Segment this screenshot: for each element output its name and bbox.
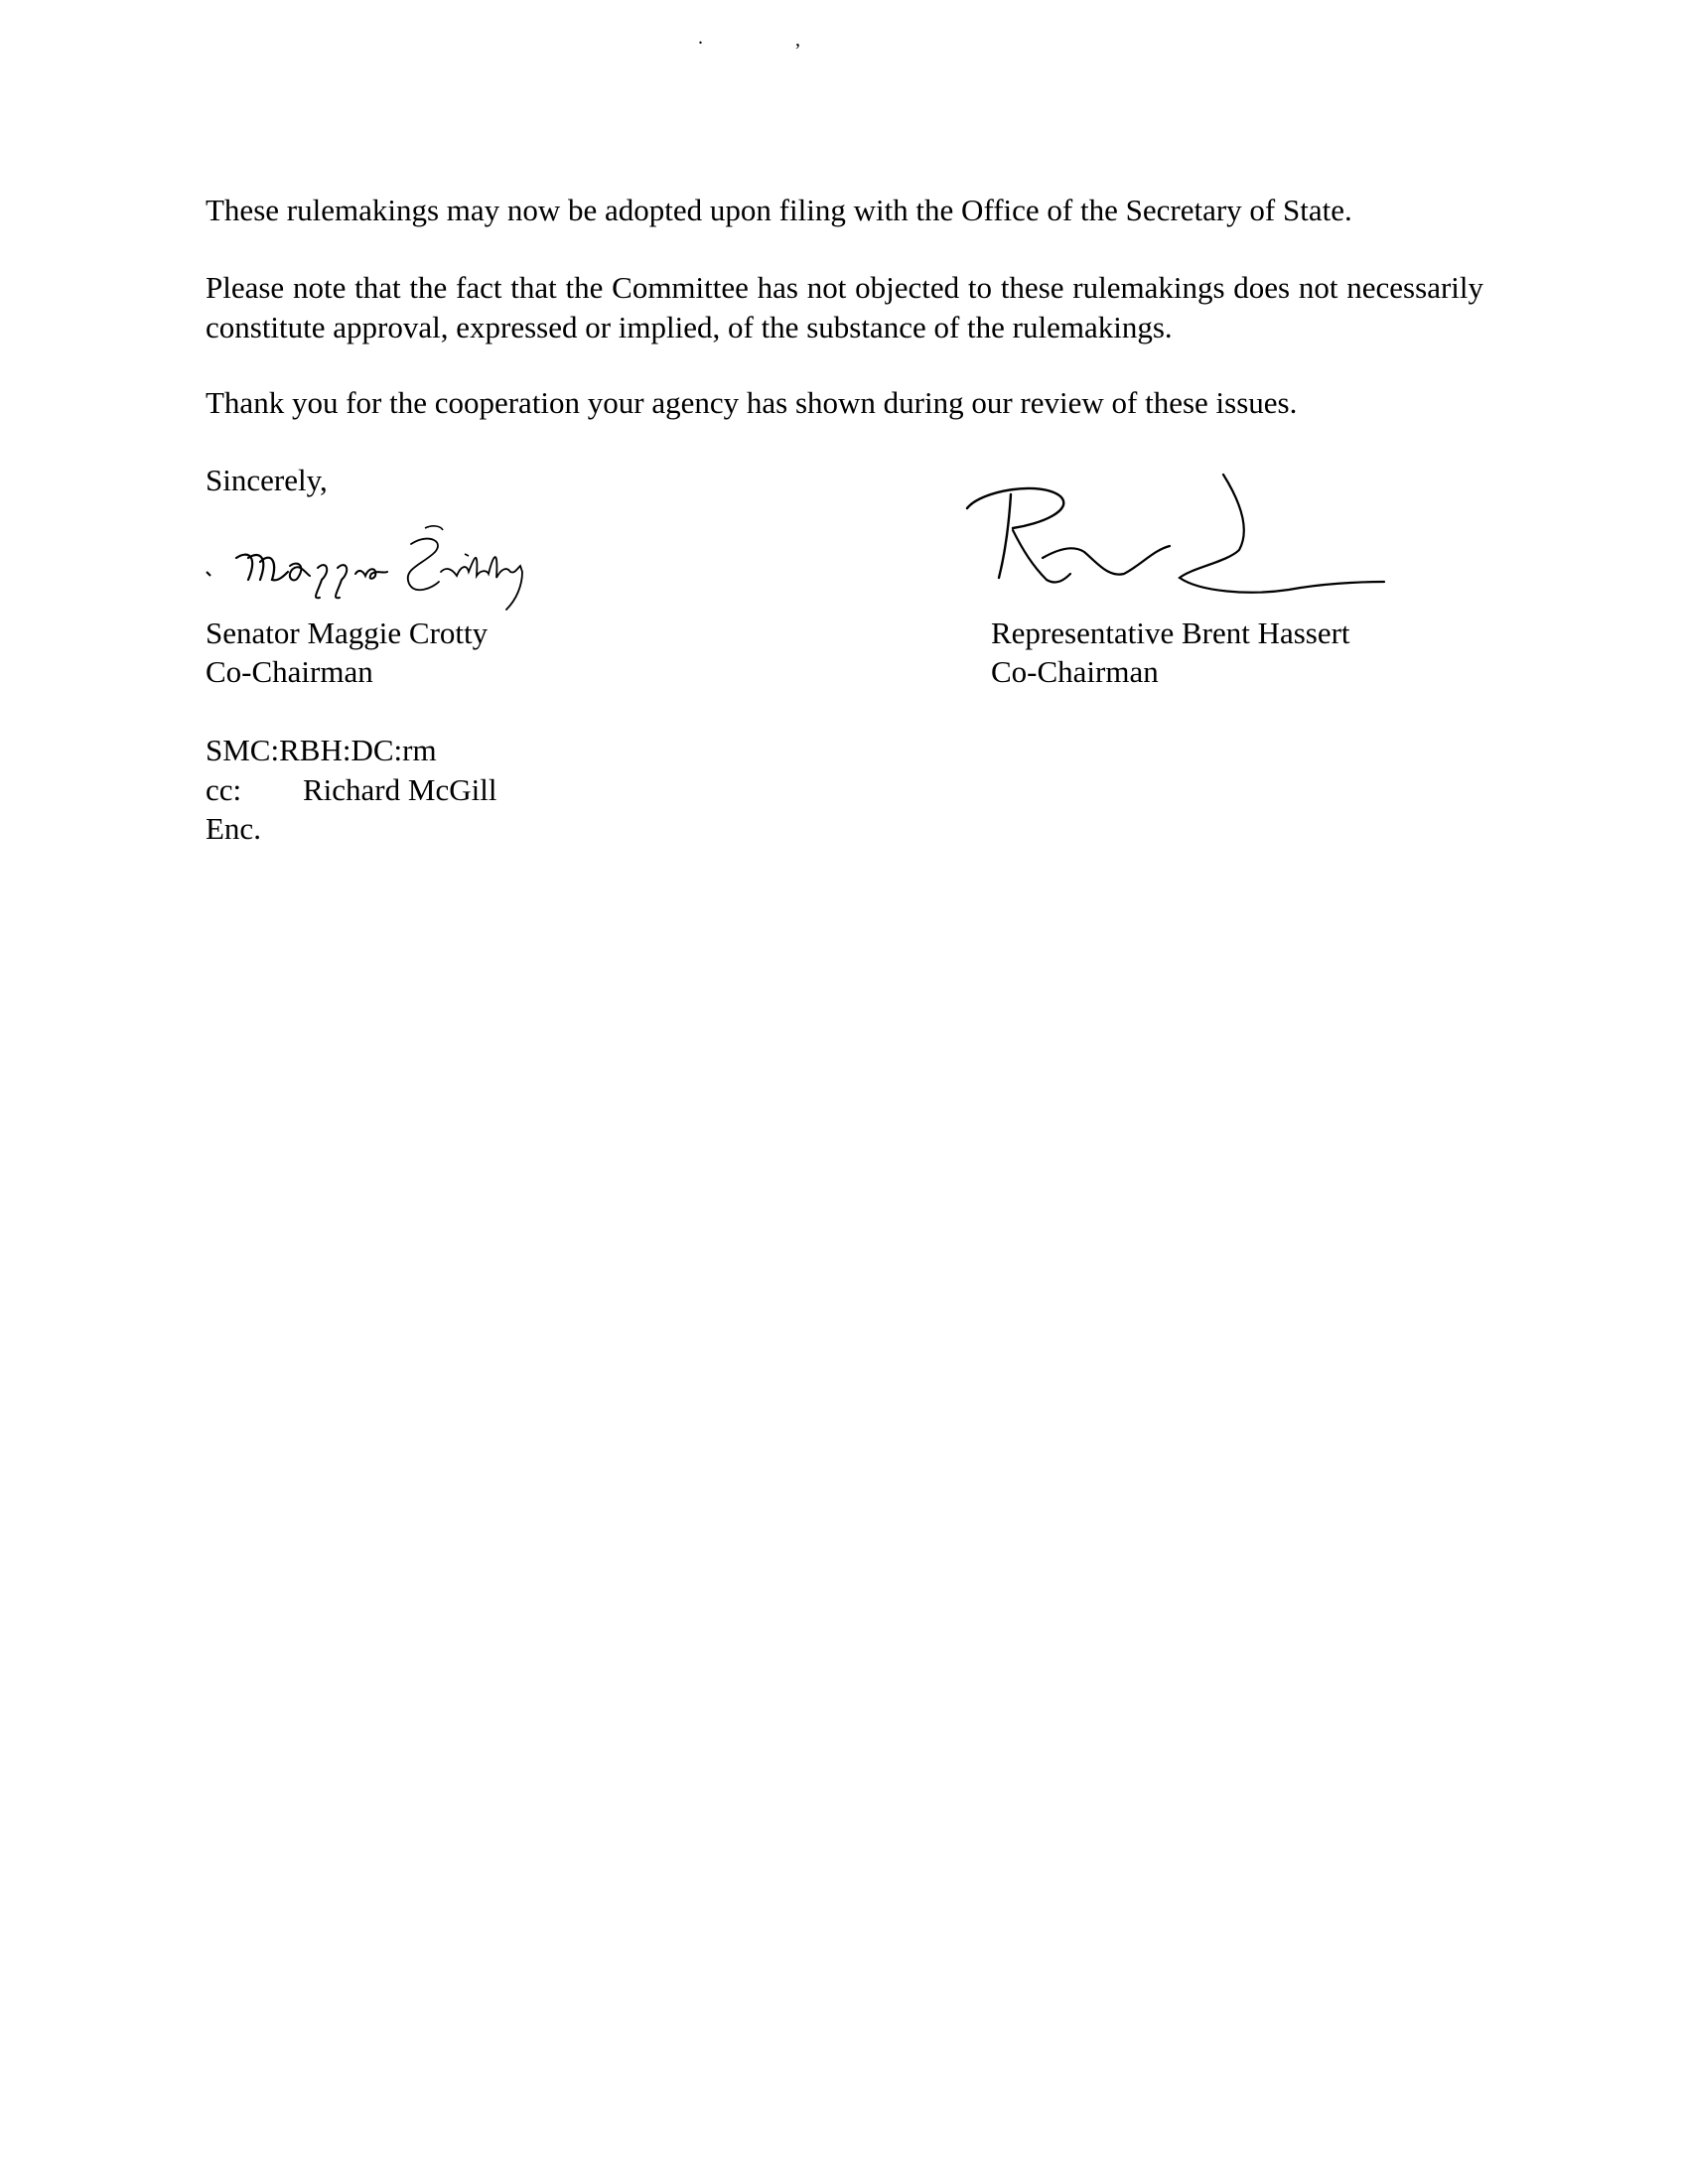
adoption-paragraph: These rulemakings may now be adopted upon filing with the Office of the Secretary of State. [206,193,1352,227]
cc-recipient: Richard McGill [303,772,497,807]
signatory-title-hassert: Co-Chairman [991,654,1159,689]
cc-label: cc: [206,772,242,807]
reference-initials: SMC:RBH:DC:rm [206,733,437,767]
crotty-signature [199,514,556,614]
note-paragraph: Please note that the fact that the Committee has not objected to these rulemakings does not necessarily constitute approval, expressed or implied, of the substance of the rulemakings. [206,270,1483,344]
signatory-name-crotty: Senator Maggie Crotty [206,615,489,650]
signatory-name-hassert: Representative Brent Hassert [991,615,1350,650]
hassert-signature [961,467,1398,606]
signatory-title-crotty: Co-Chairman [206,654,373,689]
scan-artifact-dot: . [698,27,703,49]
enclosure-note: Enc. [206,811,261,846]
scan-artifact-comma: , [795,29,800,51]
closing: Sincerely, [206,463,328,497]
thanks-paragraph: Thank you for the cooperation your agency has shown during our review of these issues. [206,385,1298,420]
